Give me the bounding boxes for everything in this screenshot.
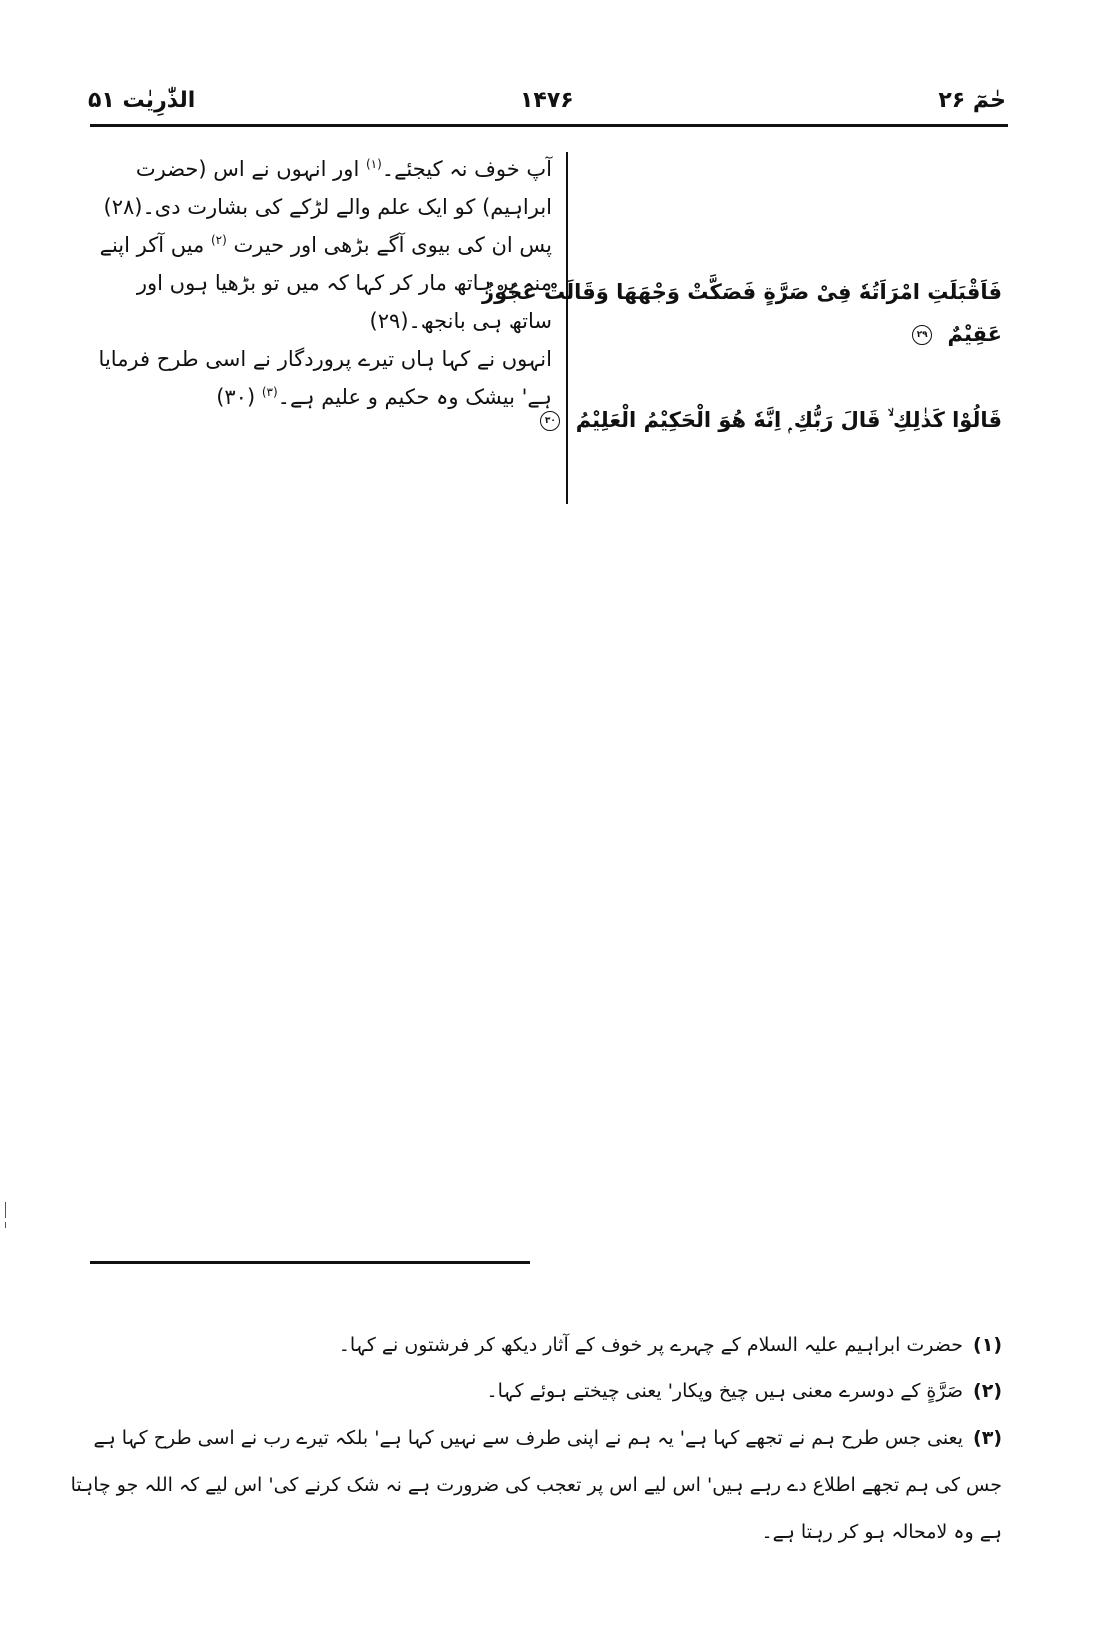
scan-artifact <box>5 1222 6 1228</box>
juz-name-header: حٰمٓ ۲۶ <box>938 88 1006 113</box>
footnote-text: حضرت ابراہیم علیہ السلام کے چہرے پر خوف کے آثار دیکھ کر فرشتوں نے کہا۔ <box>338 1334 964 1356</box>
footnote-1 <box>339 1330 1002 1360</box>
footnote-separator <box>90 1261 530 1264</box>
translation-text: اور انہوں نے اس (حضرت ابراہیم) کو ایک علم والے لڑکے کی بشارت دی۔(۲۸) <box>103 157 552 219</box>
ayah-text: قَالُوْا كَذٰلِكِ ۙ قَالَ رَبُّكِ ۭ اِنَّهٗ هُوَ الْحَكِیْمُ الْعَلِیْمُ <box>575 408 1002 432</box>
translation-text: (۳۰) <box>216 385 262 409</box>
header-rule <box>90 124 1008 127</box>
translation-verse-28 <box>88 150 552 226</box>
column-divider <box>566 152 568 504</box>
footnote-mark: (۳) <box>973 1427 1002 1449</box>
footnote-text: صَرَّةٍ کے دوسرے معنی ہیں چیخ وپکار' یعنی چیختے ہوئے کہا۔ <box>486 1380 964 1402</box>
footnote-ref-3[interactable]: (۳) <box>261 385 278 399</box>
footnote-mark: (۲) <box>973 1380 1002 1402</box>
translation-verse-30 <box>88 340 552 416</box>
footnote-3-line-1 <box>93 1423 1002 1453</box>
ayah-30 <box>540 408 1002 433</box>
footnote-ref-1[interactable]: (۱) <box>365 157 382 171</box>
ayah-end-marker-icon: ۳۰ <box>540 411 560 431</box>
ayah-text: عَقِیْمٌ <box>947 322 1002 346</box>
footnote-ref-2[interactable]: (۲) <box>210 233 227 247</box>
ayah-29-line-1: فَاَقْبَلَتِ امْرَاَتُهٗ فِیْ صَرَّةٍ فَصَكَّتْ وَجْهَهَا وَقَالَتْ عَجُوْزٌ <box>482 280 1002 304</box>
footnote-3-line-2 <box>71 1470 1002 1500</box>
translation-text: انہوں نے کہا ہاں تیرے پروردگار نے اسی طرح فرمایا ہے' بیشک وہ حکیم و علیم ہے۔ <box>98 347 552 409</box>
footnote-text: ہے وہ لامحالہ ہو کر رہتا ہے۔ <box>761 1521 1002 1543</box>
ayah-29-line-2 <box>912 322 1002 346</box>
translation-text: پس ان کی بیوی آگے بڑھی اور حیرت <box>226 233 552 257</box>
footnote-text: یعنی جس طرح ہم نے تجھے کہا ہے' یہ ہم نے اپنی طرف سے نہیں کہا ہے' بلکہ تیرے رب نے اسی طرح کہا ہے <box>93 1427 964 1449</box>
scan-artifact <box>5 1202 6 1218</box>
translation-text: آپ خوف نہ کیجئے۔ <box>381 157 552 181</box>
ayah-end-marker-icon: ۲۹ <box>912 325 932 345</box>
translation-text: میں آکر اپنے منہ پر ہاتھ مار کر کہا کہ میں تو بڑھیا ہوں اور ساتھ ہی بانجھ۔(۲۹) <box>99 233 552 333</box>
footnote-3-line-3 <box>761 1517 1002 1547</box>
footnote-2 <box>486 1376 1002 1406</box>
page-number: ۱۴۷۶ <box>520 88 574 113</box>
footnote-text: جس کی ہم تجھے اطلاع دے رہے ہیں' اس لیے اس پر تعجب کی ضرورت ہے نہ شک کرنے کی' اس لیے کہ اللہ جو چاہتا <box>70 1474 1002 1496</box>
surah-name-header: الذّٰرِیٰت ۵۱ <box>88 88 196 113</box>
footnote-mark: (۱) <box>973 1334 1002 1356</box>
